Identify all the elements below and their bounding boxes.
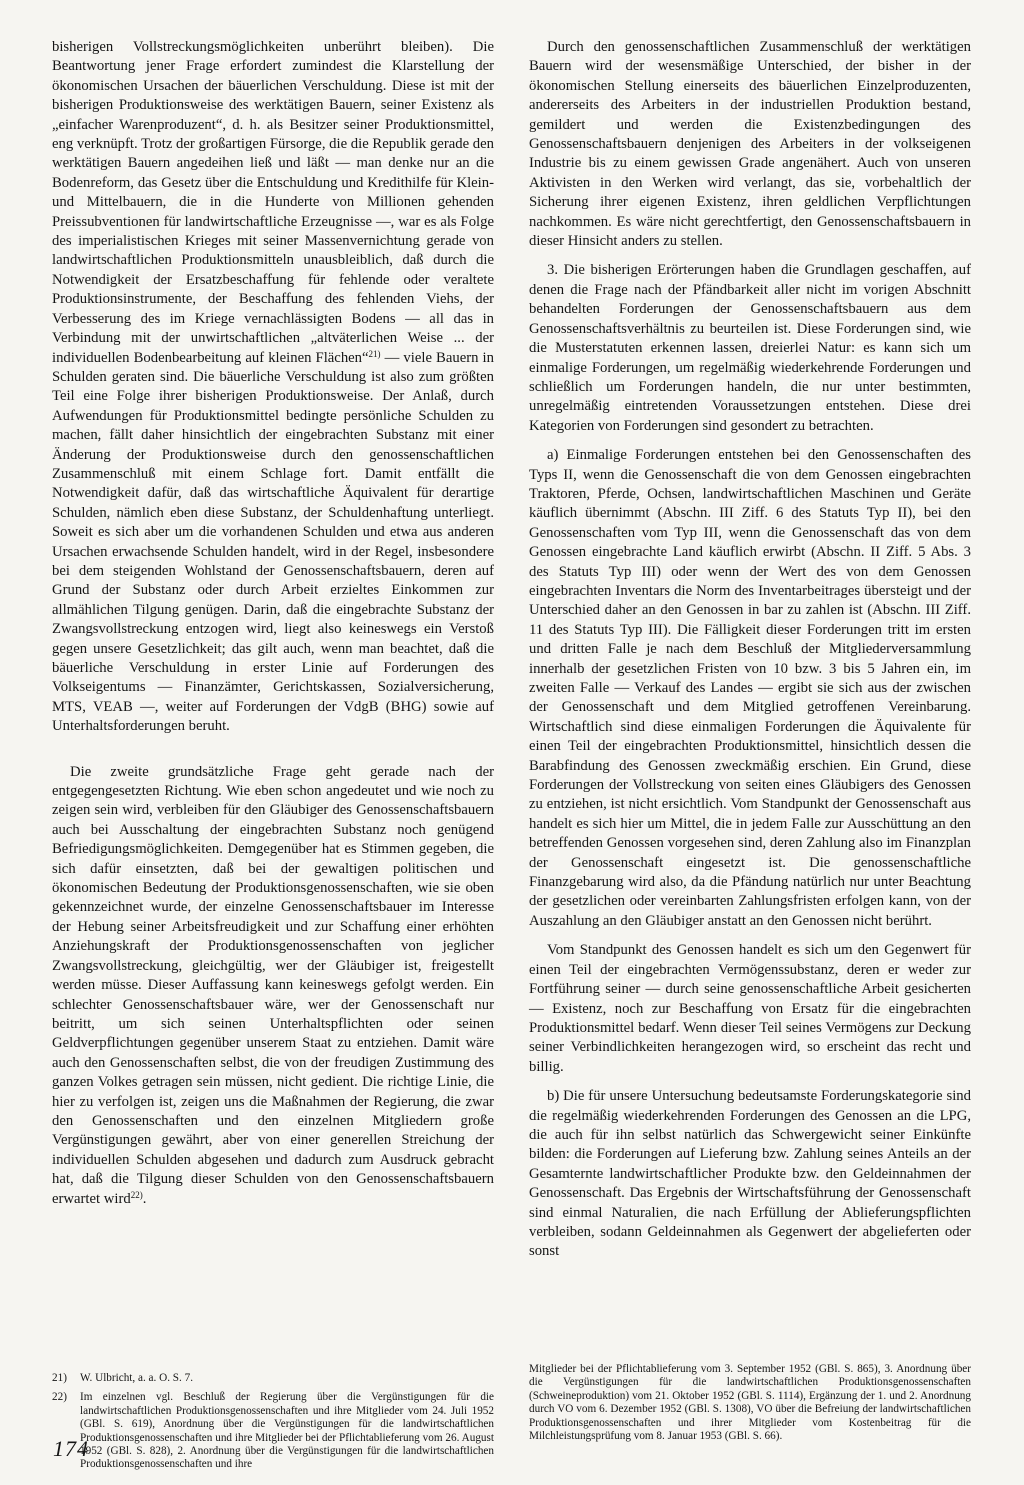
footnote-number: 22): [52, 1391, 67, 1404]
footnote-continuation: Mitglieder bei der Pflichtablieferung vom 3. September 1952 (GBl. S. 865), 3. Anordnung über die Vergünstigungen für die landwirtschaftlichen Produktionsgenossenschaften (Schweineproduktion) vom 21. Oktober 1952 (GBl. S. 1114), Ergänzung der 1. und 2. Anordnung durch VO vom 6. Dezember 1952 (GBl. S. 1308), VO über die Befreiung der landwirtschaftlichen Produktionsgenossenschaften und ihrer Mitglieder vom Kostenbeitrag für die Milchleistungsprüfung vom 8. Januar 1953 (GBl. S. 66).: [529, 1363, 971, 1443]
footnote-ref-22: 22): [130, 1189, 143, 1200]
footnotes-left: [52, 1372, 494, 1478]
footnote-number: 21): [52, 1372, 67, 1384]
paragraph: Vom Standpunkt des Genossen handelt es sich um den Gegenwert für einen Teil der eingebrachten Vermögenssubstanz, deren er weder zur Fortführung seiner — durch seine genossenschaftliche Arbeit gesicherten — Existenz, noch zur Beschaffung von Ersatz für die eingebrachten Produktionsmittel bedarf. Wenn dieser Teil seines Vermögens zur Deckung seiner Verbindlichkeiten herangezogen wird, so erscheint das recht und billig.: [529, 942, 971, 1075]
footnote: [52, 1372, 494, 1385]
footnotes-right: [529, 1363, 971, 1443]
left-column: [52, 38, 494, 1209]
footnote-text: W. Ulbricht, a. a. O. S. 7.: [80, 1372, 193, 1384]
right-column: [529, 38, 971, 1262]
paragraph: bisherigen Vollstreckungsmöglichkeiten unberührt bleiben). Die Beantwortung jener Frage erfordert zumindest die Klarstellung der ökonomischen Ursachen der bäuerlichen Verschuldung. Diese ist mit der bisherigen Produktionsweise des werktätigen Bauern, seiner Existenz als „einfacher Warenproduzent“, d. h. als Besitzer seiner Produktionsmittel, eng verknüpft. Trotz der großartigen Fürsorge, die die Republik gerade den werktätigen Bauern angedeihen ließ und läßt — man denke nur an die Bodenreform, das Gesetz über die Entschuldung und Kredithilfe für Klein- und Mittelbauern, die in die Hunderte von Millionen gehenden Preissubventionen für landwirtschaftliche Erzeugnisse —, war es als Folge des imperialistischen Krieges mit seiner Massenvernichtung gerade von landwirtschaftlichen Produktionsmitteln unausbleiblich, daß durch die Notwendigkeit der Ersatzbeschaffung für fehlende oder veraltete Produktionsinstrumente, der Beschaffung des fehlenden Viehs, der Verbesserung des im Kriege vernachlässigten Bodens — all das in Verbindung mit der unwirtschaftlichen „altväterlichen Weise ... der individuellen Bodenbearbeitung auf kleinen Flächen“$^{21)}$ — viele Bauern in Schulden geraten sind. Die bäuerliche Verschuldung ist also zum größten Teil eine Folge ihrer bisherigen Produktionsweise. Der Anlaß, durch Aufwendungen für Produktionsmittel bedingte persönliche Schulden zu machen, fällt daher hinsichtlich der eingebrachten Substanz mit einer Änderung der Produktionsweise durch den genossenschaftlichen Zusammenschluß mit einem Schlage fort. Damit entfällt die Notwendigkeit dafür, daß das wirtschaftliche Äquivalent für derartige Schulden, nämlich eben diese Substanz, der Schuldenhaftung unterliegt. Soweit es sich aber um die vorhandenen Schulden und etwa aus anderen Ursachen erwachsende Schulden handelt, wird in der Regel, insbesondere bei dem steigenden Wohlstand der Genossenschaftsbauern, deren auf Grund der Substanz oder durch Arbeit erzieltes Einkommen zur allmählichen Tilgung genügen. Darin, daß die eingebrachte Substanz der Zwangsvollstreckung entzogen wird, liegt also keineswegs ein Verstoß gegen unsere Gesetzlichkeit; das gilt auch, wenn man beachtet, daß die bäuerliche Verschuldung in erster Linie auf Forderungen des Volkseigentums — Finanzämter, Gerichtskassen, Sozialversicherung, MTS, VEAB —, weiter auf Forderungen der VdgB (BHG) sowie auf Unterhaltsforderungen beruht.: [52, 39, 494, 735]
paragraph: Durch den genossenschaftlichen Zusammenschluß der werktätigen Bauern wird der wesensmäßige Unterschied, der bisher in der ökonomischen Stellung einerseits des bäuerlichen Einzelproduzenten, andererseits des Arbeiters in der industriellen Produktion bestand, gemildert und werden die Existenzbedingungen des Genossenschaftsbauern denjenigen des Arbeiters in der volkseigenen Industrie bis zu einem gewissen Grade angenähert. Auch von unseren Aktivisten in den Werken wird verlangt, das sie, vorbehaltlich der Sicherung ihrer eigenen Existenz, ihren geldlichen Verpflichtungen nachkommen. Es wäre nicht gerechtfertigt, den Genossenschaftsbauern in dieser Hinsicht anders zu stellen.: [529, 39, 971, 250]
footnote: [52, 1391, 494, 1471]
footnote-ref-21: 21): [368, 348, 381, 359]
paragraph: Die zweite grundsätzliche Frage geht gerade nach der entgegengesetzten Richtung. Wie eben schon angedeutet und wie noch zu zeigen sein wird, verbleiben für den Gläubiger des Genossenschaftsbauern auch bei Ausschaltung der eingebrachten Substanz noch genügend Befriedigungsmöglichkeiten. Demgegenüber hat es Stimmen gegeben, die sich dafür einsetzten, daß bei der gewaltigen politischen und ökonomischen Bedeutung der Produktionsgenossenschaften, wie sie oben gekennzeichnet wurde, der einzelne Genossenschaftsbauer im Interesse der Hebung seiner Arbeitsfreudigkeit und zur Schaffung einer erhöhten Anziehungskraft der Produktionsgenossenschaften von jeglicher Zwangsvollstreckung, gleichgültig, wer der Gläubiger ist, freigestellt werden müsse. Dieser Auffassung kann keineswegs gefolgt werden. Ein schlechter Genossenschaftsbauer wäre, wer der Genossenschaft nur beitritt, um sich seinen Unterhaltspflichten oder seinen Geldverpflichtungen gegenüber unserem Staat zu entziehen. Damit wäre auch den Genossenschaften selbst, die von der freudigen Zustimmung des ganzen Volkes getragen sein müssen, nicht gedient. Die richtige Linie, die hier zu verfolgen ist, zeigen uns die Maßnahmen der Regierung, die zwar den Genossenschaften und den einzelnen Mitgliedern große Vergünstigungen gewährt, aber von einer generellen Streichung der individuellen Schulden abgesehen und dadurch zum Ausdruck gebracht hat, daß die Tilgung dieser Schulden von den Genossenschaftsbauern erwartet wird$^{22)}$.: [52, 763, 494, 1207]
paragraph: b) Die für unsere Untersuchung bedeutsamste Forderungskategorie sind die regelmäßig wiederkehrenden Forderungen des Genossen an die LPG, die auch für ihn selbst natürlich das Schwergewicht seiner Einkünfte bilden: die Forderungen auf Lieferung bzw. Zahlung seines Anteils an der Gesamternte landwirtschaftlicher Produkte bzw. den Geldeinnahmen der Genossenschaft. Das Ergebnis der Wirtschaftsführung der Genossenschaft sind einmal Naturalien, die nach Erfüllung der Ablieferungspflichten verbleiben, sodann Geldeinnahmen als Gegenwert der abgelieferten oder sonst: [529, 1088, 971, 1260]
paragraph: a) Einmalige Forderungen entstehen bei den Genossenschaften des Typs II, wenn die Genossenschaft die von dem Genossen eingebrachten Traktoren, Pferde, Ochsen, landwirtschaftlichen Maschinen und Geräte käuflich übernimmt (Abschn. III Ziff. 6 des Statuts Typ II), bei den Genossenschaften vom Typ III, wenn die Genossenschaft das von dem Genossen eingebrachte Land käuflich erwirbt (Abschn. II Ziff. 5 Abs. 3 des Statuts Typ III) oder wenn der Wert des von dem Genossen eingebrachten Inventars die Norm des Inventarbeitrages übersteigt und der Unterschied daher an den Genossen in bar zu zahlen ist (Abschn. III Ziff. 11 des Statuts Typ III). Die Fälligkeit dieser Forderungen tritt im ersten und dritten Falle je nach dem Beschluß der Mitgliederversammlung innerhalb der gesetzlichen Fristen von 10 bzw. 3 bis 5 Jahren ein, im zweiten Falle — Verkauf des Landes — ergibt sie sich aus der zwischen der Genossenschaft und dem Mitglied getroffenen Vereinbarung. Wirtschaftlich sind diese einmaligen Forderungen die Äquivalente für einen Teil der eingebrachten Produktionsmittel, hinsichtlich dessen die Barabfindung des Genossen zweckmäßig erschien. Ein Grund, diese Forderungen der Vollstreckung von seiten eines Gläubigers des Genossen zu entziehen, ist nicht ersichtlich. Vom Standpunkt der Genossenschaft aus handelt es sich hier um Mittel, die in jedem Falle zur Ausschüttung an den betreffenden Genossen vorgesehen sind, deren Zahlung also im Finanzplan der Genossenschaft eingesetzt ist. Die genossenschaftliche Finanzgebarung wird also, da die Pfändung natürlich nur unter Beachtung der gesetzlichen oder vereinbarten Zahlungsfristen erfolgen kann, von der Auszahlung an den Gläubiger anstatt an den Genossen nicht berührt.: [529, 447, 971, 929]
paragraph: 3. Die bisherigen Erörterungen haben die Grundlagen geschaffen, auf denen die Frage nach der Pfändbarkeit aller nicht im vorigen Abschnitt behandelten Forderungen der Genossenschaftsbauern aus dem Genossenschaftsverhältnis zu beurteilen ist. Diese Forderungen sind, wie die Musterstatuten erkennen lassen, dreierlei Natur: es kann sich um einmalige Forderungen, um regelmäßig wiederkehrende Forderungen und schließlich um Forderungen handeln, die nur unter bestimmten, unregelmäßig eintretenden Voraussetzungen entstehen. Diese drei Kategorien von Forderungen sind gesondert zu betrachten.: [529, 262, 971, 434]
footnote-text: Im einzelnen vgl. Beschluß der Regierung über die Vergünstigungen für die landwirtschaftlichen Produktionsgenossenschaften und ihre Mitglieder vom 24. Juli 1952 (GBl. S. 619), Anordnung über die Vergünstigungen für die landwirtschaftlichen Produktionsgenossenschaften und ihre Mitglieder bei der Pflichtablieferung vom 26. August 1952 (GBl. S. 828), 2. Anordnung über die Vergünstigungen für die landwirtschaftlichen Produktionsgenossenschaften und ihre: [80, 1391, 494, 1471]
page-number: 174: [53, 1436, 89, 1461]
